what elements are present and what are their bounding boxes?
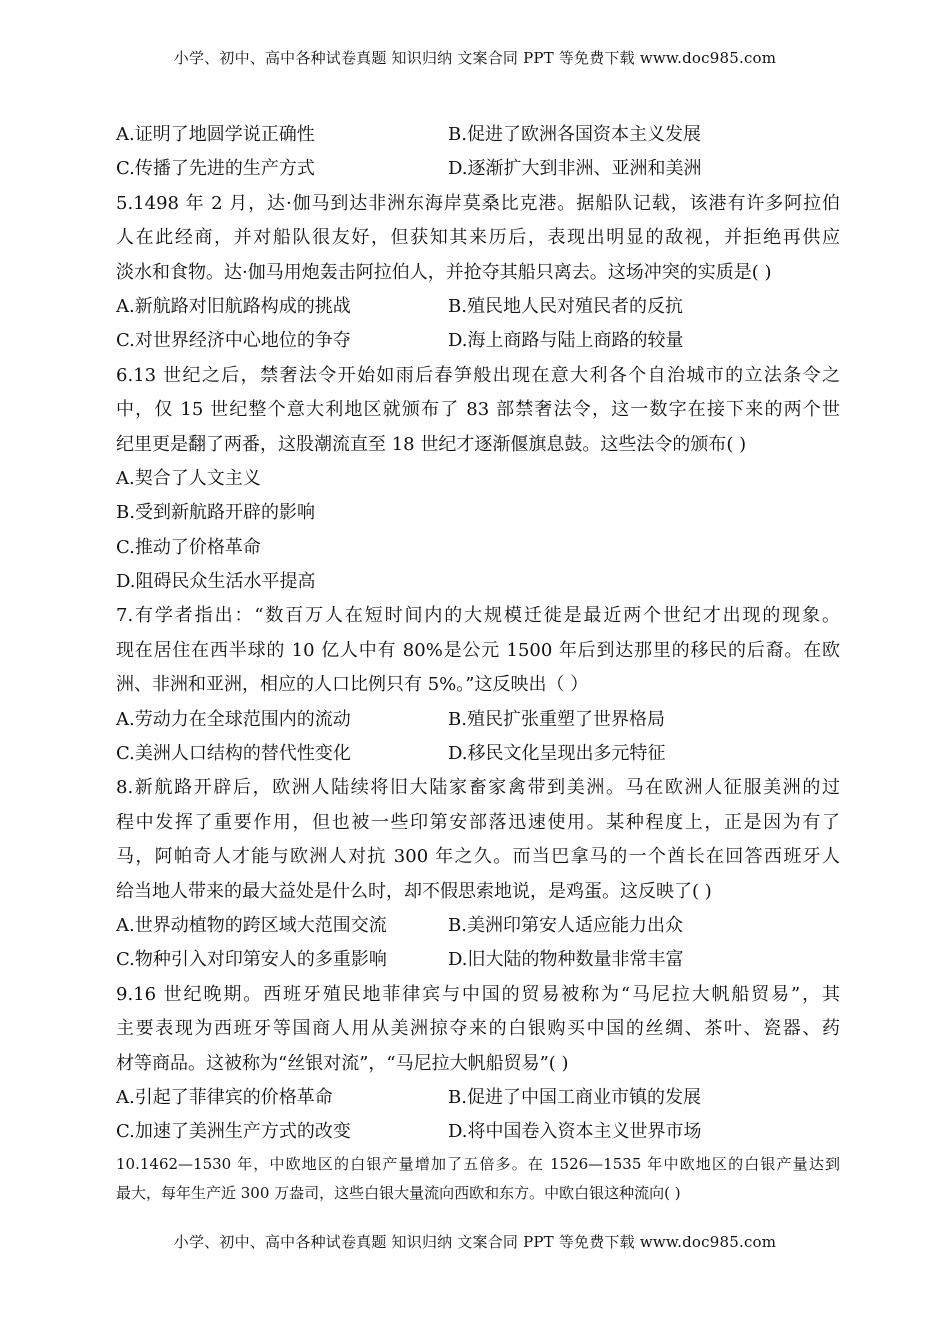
page-footer: 小学、初中、高中各种试卷真题 知识归纳 文案合同 PPT 等免费下载 www.doc985.com [173, 1233, 777, 1251]
q5-stem-line-3: 淡水和食物。达·伽马用炮轰击阿拉伯人，并抢夺其船只离去。这场冲突的实质是( ) [116, 261, 772, 283]
q5-option-b[interactable]: B.殖民地人民对殖民者的反抗 [448, 295, 683, 317]
q4-options-row-1 [116, 118, 840, 152]
q9-option-c[interactable]: C.加速了美洲生产方式的改变 [116, 1121, 351, 1143]
q7-option-b[interactable]: B.殖民扩张重塑了世界格局 [448, 708, 665, 730]
document-body [116, 118, 840, 1208]
q4-options-row-2 [116, 152, 840, 186]
q6-option-d[interactable]: D.阻碍民众生活水平提高 [116, 571, 316, 593]
q5-options-row-2 [116, 324, 840, 358]
q8-option-d[interactable]: D.旧大陆的物种数量非常丰富 [448, 949, 684, 971]
q8-stem-line-1: 8.新航路开辟后，欧洲人陆续将旧大陆家畜家禽带到美洲。马在欧洲人征服美洲的过 [116, 777, 840, 799]
page-header: 小学、初中、高中各种试卷真题 知识归纳 文案合同 PPT 等免费下载 www.doc985.com [173, 49, 777, 67]
q4-option-b[interactable]: B.促进了欧洲各国资本主义发展 [448, 124, 701, 145]
q9-option-d[interactable]: D.将中国卷入资本主义世界市场 [448, 1121, 702, 1143]
q7-option-d[interactable]: D.移民文化呈现出多元特征 [448, 743, 666, 765]
q8-option-a[interactable]: A.世界动植物的跨区域大范围交流 [116, 914, 387, 936]
q9-stem-line-2: 主要表现为西班牙等国商人用从美洲掠夺来的白银购买中国的丝绸、茶叶、瓷器、药 [116, 1018, 840, 1040]
q8-option-b[interactable]: B.美洲印第安人适应能力出众 [448, 914, 683, 936]
q9-stem-line-1: 9.16 世纪晚期。西班牙殖民地菲律宾与中国的贸易被称为“马尼拉大帆船贸易”，其 [116, 983, 840, 1005]
q7-stem-line-1: 7.有学者指出：“数百万人在短时间内的大规模迁徙是最近两个世纪才出现的现象。 [116, 605, 840, 627]
q8-option-c[interactable]: C.物种引入对印第安人的多重影响 [116, 949, 387, 971]
q6-option-a[interactable]: A.契合了人文主义 [116, 467, 261, 489]
q7-option-c[interactable]: C.美洲人口结构的替代性变化 [116, 743, 351, 765]
q9-options-row-1 [116, 1081, 840, 1115]
q8-stem-line-4: 给当地人带来的最大益处是什么时，却不假思索地说，是鸡蛋。这反映了( ) [116, 880, 712, 902]
q9-options-row-2 [116, 1115, 840, 1149]
q7-options-row-1 [116, 703, 840, 737]
q5-options-row-1 [116, 290, 840, 324]
q6-stem-line-3: 纪里更是翻了两番，这股潮流直至 18 世纪才逐渐偃旗息鼓。这些法令的颁布( ) [116, 433, 747, 455]
q9-option-a[interactable]: A.引起了菲律宾的价格革命 [116, 1086, 333, 1108]
q7-options-row-2 [116, 737, 840, 771]
q5-option-c[interactable]: C.对世界经济中心地位的争夺 [116, 330, 351, 352]
q7-stem-line-2: 现在居住在西半球的 10 亿人中有 80%是公元 1500 年后到达那里的移民的后裔。在欧 [116, 639, 840, 661]
q8-stem-line-3: 马，阿帕奇人才能与欧洲人对抗 300 年之久。而当巴拿马的一个酋长在回答西班牙人 [116, 846, 840, 868]
q5-stem-line-2: 人在此经商，并对船队很友好，但获知其来历后，表现出明显的敌视，并拒绝再供应 [116, 227, 840, 249]
q8-stem-line-2: 程中发挥了重要作用，但也被一些印第安部落迅速使用。某种程度上，正是因为有了 [116, 811, 840, 833]
q5-stem-line-1: 5.1498 年 2 月，达·伽马到达非洲东海岸莫桑比克港。据船队记载，该港有许多阿拉伯 [116, 192, 840, 214]
q9-stem-line-3: 材等商品。这被称为“丝银对流”，“马尼拉大帆船贸易”( ) [116, 1052, 569, 1074]
q6-stem-line-1: 6.13 世纪之后，禁奢法令开始如雨后春笋般出现在意大利各个自治城市的立法条令之 [116, 364, 840, 386]
q6-option-b[interactable]: B.受到新航路开辟的影响 [116, 502, 315, 524]
q4-option-c[interactable]: C.传播了先进的生产方式 [116, 158, 315, 180]
q5-option-d[interactable]: D.海上商路与陆上商路的较量 [448, 330, 684, 352]
q9-option-b[interactable]: B.促进了中国工商业市镇的发展 [448, 1086, 701, 1108]
q7-option-a[interactable]: A.劳动力在全球范围内的流动 [116, 708, 351, 730]
q10-stem-line-2: 最大，每年生产近 300 万盎司，这些白银大量流向西欧和东方。中欧白银这种流向( ) [116, 1183, 681, 1202]
q7-stem-line-3: 洲、非洲和亚洲，相应的人口比例只有 5%。”这反映出（ ） [116, 674, 589, 696]
q4-option-d[interactable]: D.逐渐扩大到非洲、亚洲和美洲 [448, 158, 702, 180]
q6-option-c[interactable]: C.推动了价格革命 [116, 536, 261, 558]
q10-stem-line-1: 10.1462—1530 年，中欧地区的白银产量增加了五倍多。在 1526—1535 年中欧地区的白银产量达到 [116, 1154, 840, 1173]
q8-options-row-2 [116, 943, 840, 977]
q6-stem-line-2: 中，仅 15 世纪整个意大利地区就颁布了 83 部禁奢法令，这一数字在接下来的两个世 [116, 399, 840, 421]
q5-option-a[interactable]: A.新航路对旧航路构成的挑战 [116, 295, 351, 317]
q4-option-a[interactable]: A.证明了地圆学说正确性 [116, 124, 315, 145]
q8-options-row-1 [116, 909, 840, 943]
